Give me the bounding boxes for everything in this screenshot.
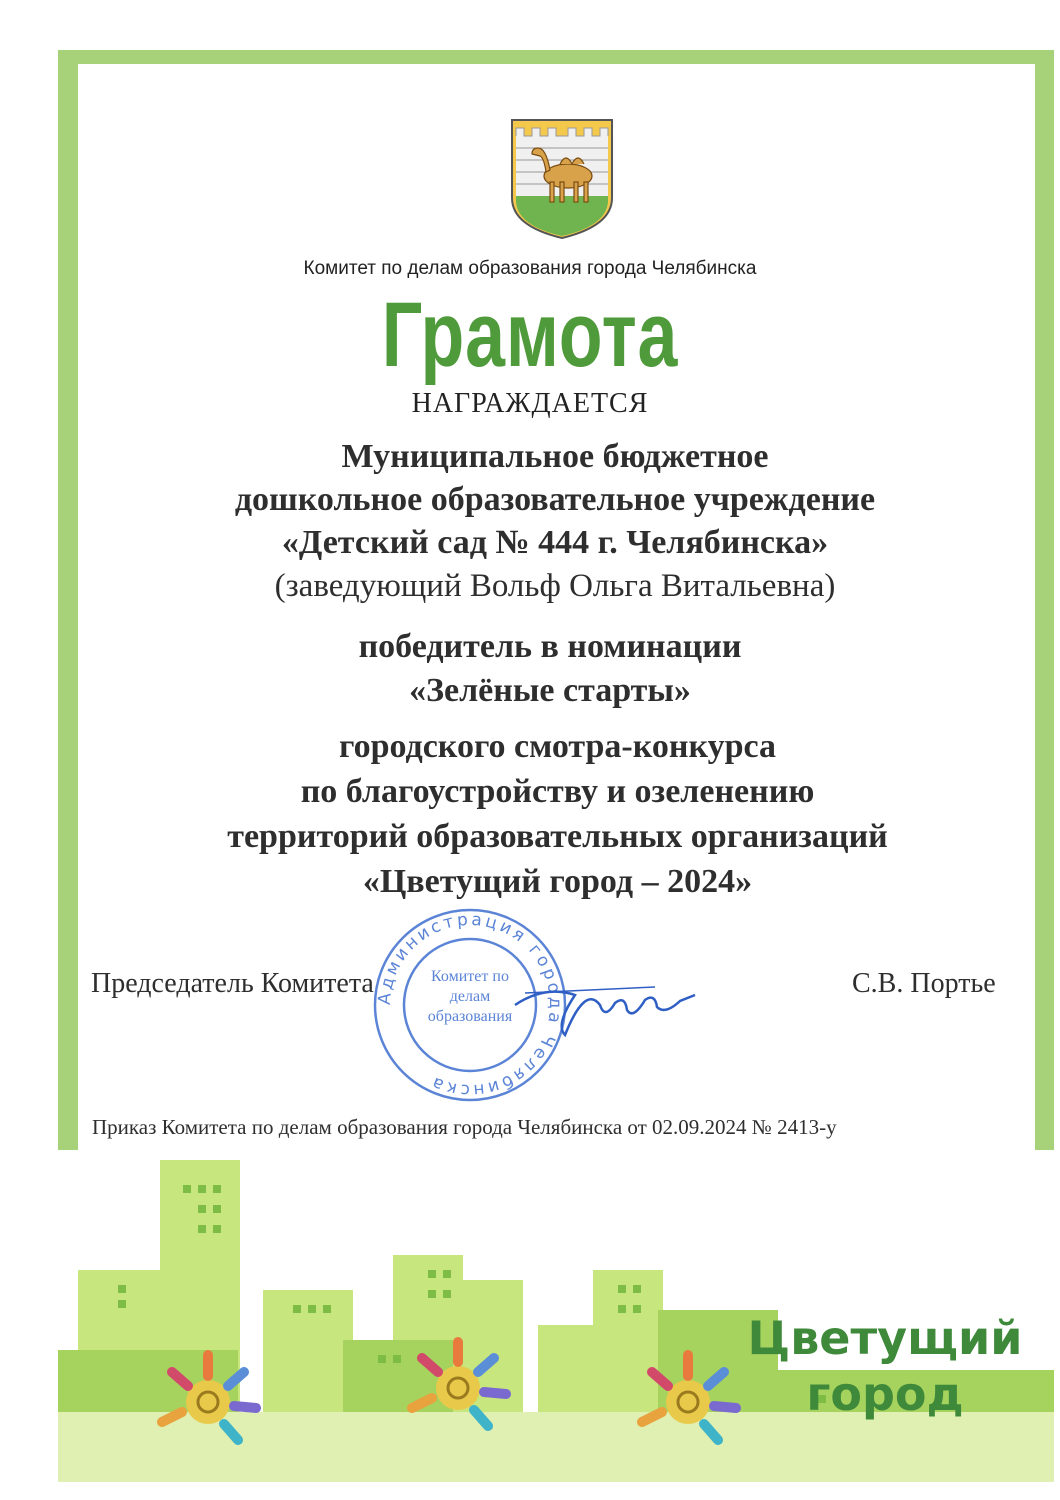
recipient-line: «Детский сад № 444 г. Челябинска» xyxy=(281,524,829,561)
coat-of-arms-icon xyxy=(510,118,614,240)
contest-name: «Цветущий город – 2024» xyxy=(362,863,753,900)
recipient-line: дошкольное образовательное учреждение xyxy=(234,481,876,518)
recipient-head: (заведующий Вольф Ольга Витальевна) xyxy=(274,568,836,604)
signature-icon xyxy=(505,965,705,1045)
stamp-ring-text: Администрация города Челябинска xyxy=(374,909,566,1101)
recipient-organization xyxy=(0,435,1060,564)
contest-line: территорий образовательных организаций xyxy=(227,818,888,855)
contest xyxy=(0,724,1060,904)
nomination-name: «Зелёные старты» xyxy=(409,672,691,709)
certificate-title: Грамота xyxy=(381,284,679,386)
logo-line: город xyxy=(806,1367,964,1421)
contest-line: городского смотра-конкурса xyxy=(338,728,776,765)
logo-line: Цветущий xyxy=(747,1311,1023,1365)
order-reference: Приказ Комитета по делам образования города Челябинска от 02.09.2024 № 2413-у xyxy=(92,1115,837,1139)
recipient-line: Муниципальное бюджетное xyxy=(341,438,769,475)
nomination-line: победитель в номинации xyxy=(358,628,742,665)
contest-line: по благоустройству и озеленению xyxy=(300,773,815,810)
nomination xyxy=(0,625,1060,713)
contest-logo xyxy=(720,1310,1050,1422)
chairman-title: Председатель Комитета xyxy=(91,968,374,999)
chairman-name: С.В. Портье xyxy=(852,968,996,999)
committee-name: Комитет по делам образования города Челябинска xyxy=(303,258,757,279)
stamp-center-text: Комитет по делам образования xyxy=(427,968,513,1025)
awarded-label: НАГРАЖДАЕТСЯ xyxy=(411,388,649,419)
